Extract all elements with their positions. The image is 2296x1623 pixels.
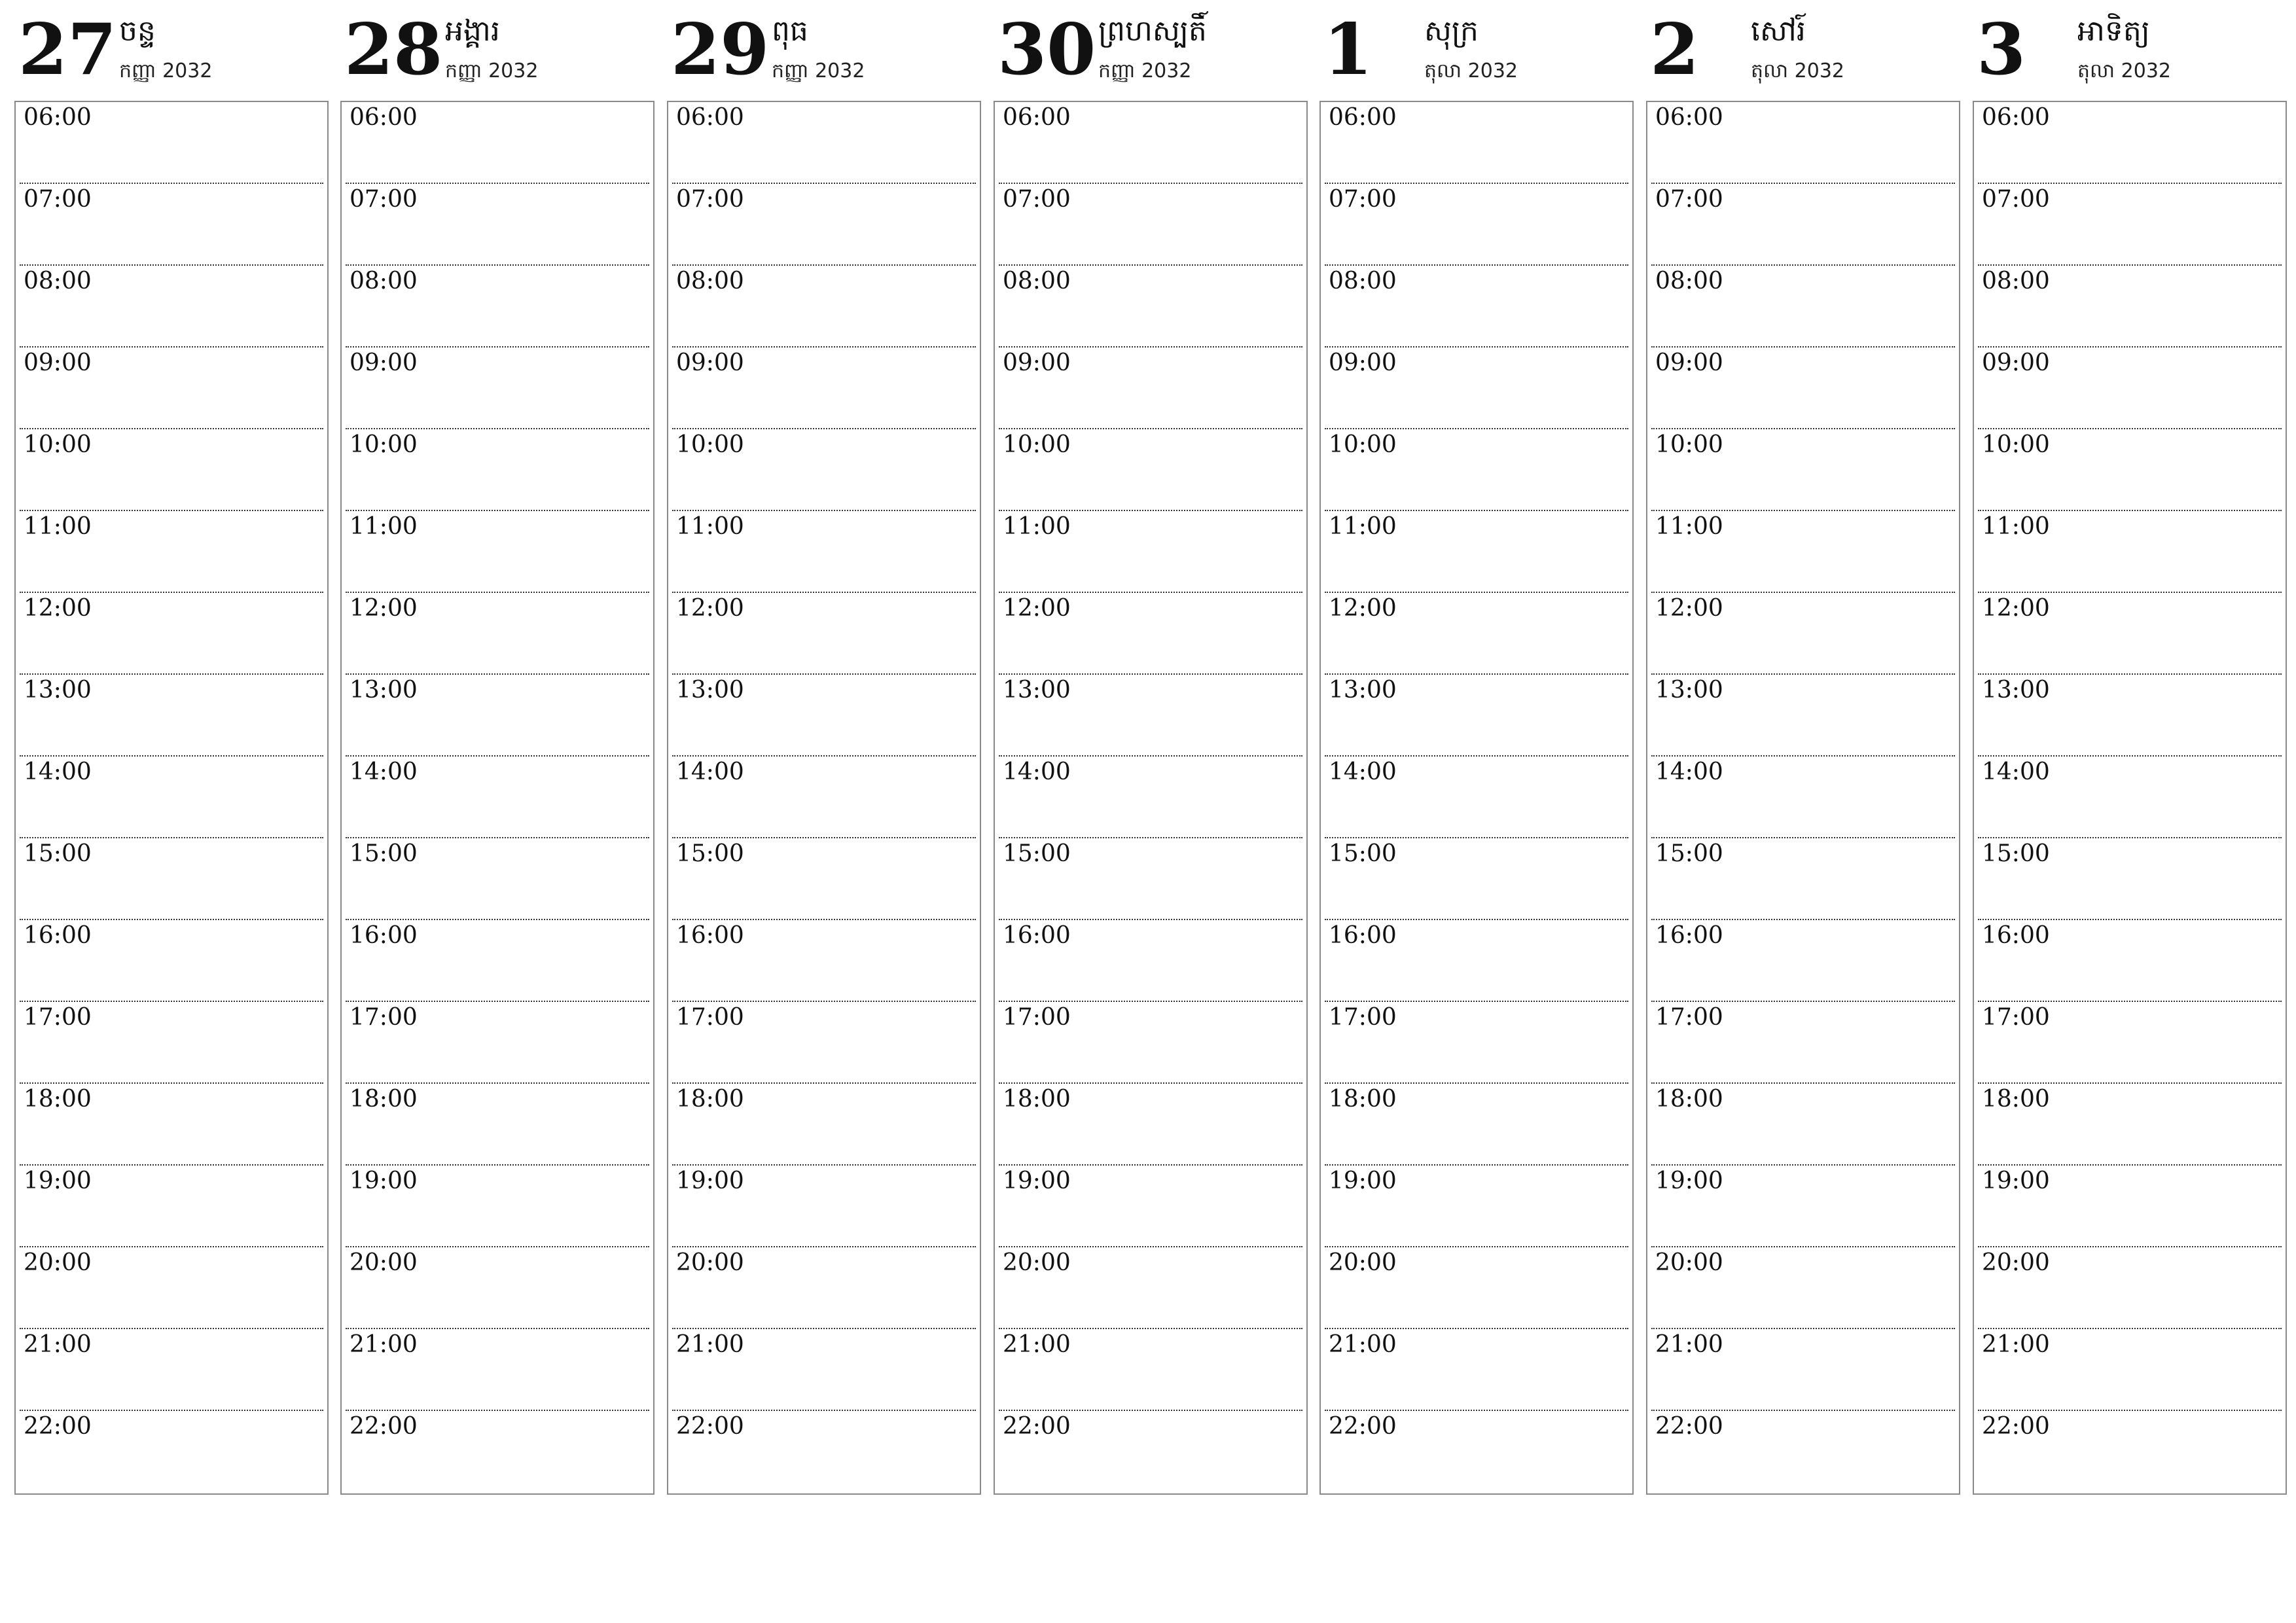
time-slot-label: 17:00 xyxy=(1982,1004,2050,1031)
time-slot-label: 18:00 xyxy=(350,1086,418,1113)
time-slot-label: 12:00 xyxy=(1982,595,2050,622)
time-slot[interactable] xyxy=(346,511,649,593)
time-slot-label: 15:00 xyxy=(676,840,744,867)
time-slot[interactable] xyxy=(1325,1411,1628,1493)
time-slot[interactable] xyxy=(672,102,976,184)
time-slot-label: 20:00 xyxy=(1655,1249,1723,1276)
time-slot-label: 21:00 xyxy=(1329,1331,1397,1358)
time-slot-label: 07:00 xyxy=(350,186,418,213)
day-header xyxy=(14,0,329,101)
time-slot[interactable] xyxy=(346,1002,649,1084)
time-slot[interactable] xyxy=(346,1166,649,1247)
time-slot-label: 10:00 xyxy=(676,431,744,458)
time-slot[interactable] xyxy=(346,838,649,920)
time-slot[interactable] xyxy=(346,675,649,757)
time-slot-label: 13:00 xyxy=(1982,677,2050,704)
time-slot[interactable] xyxy=(20,675,323,757)
time-slot[interactable] xyxy=(1978,757,2282,838)
time-slot[interactable] xyxy=(672,429,976,511)
time-slot[interactable] xyxy=(1978,184,2282,266)
day-number: 29 xyxy=(671,9,770,91)
time-slot[interactable] xyxy=(999,757,1302,838)
time-slot[interactable] xyxy=(20,1247,323,1329)
time-slot[interactable] xyxy=(1325,1247,1628,1329)
day-number: 2 xyxy=(1650,9,1700,91)
day-header xyxy=(667,0,981,101)
time-slot-label: 13:00 xyxy=(676,677,744,704)
time-slot[interactable] xyxy=(672,266,976,348)
time-slot[interactable] xyxy=(672,593,976,675)
time-slot[interactable] xyxy=(346,348,649,429)
day-column xyxy=(1973,0,2287,1440)
time-slot-label: 15:00 xyxy=(24,840,92,867)
time-slot[interactable] xyxy=(20,429,323,511)
time-slot-label: 21:00 xyxy=(1003,1331,1071,1358)
time-slot-label: 14:00 xyxy=(1329,758,1397,785)
time-slot[interactable] xyxy=(999,1411,1302,1493)
time-slot[interactable] xyxy=(1651,429,1955,511)
month-year-label: តុលា 2032 xyxy=(1751,60,1845,82)
day-number: 3 xyxy=(1977,9,2026,91)
time-slot-label: 17:00 xyxy=(1329,1004,1397,1031)
time-slot[interactable] xyxy=(346,184,649,266)
time-slot-label: 15:00 xyxy=(1003,840,1071,867)
time-slot-label: 07:00 xyxy=(1329,186,1397,213)
time-slot-label: 06:00 xyxy=(1003,104,1071,131)
time-slot[interactable] xyxy=(1978,593,2282,675)
weekday-name: សៅរ៍ xyxy=(1751,14,1806,48)
time-slot[interactable] xyxy=(999,511,1302,593)
time-slot-label: 11:00 xyxy=(350,513,418,540)
day-header xyxy=(1973,0,2287,101)
time-slot-label: 10:00 xyxy=(1655,431,1723,458)
time-slot-label: 19:00 xyxy=(350,1168,418,1194)
time-slot-label: 22:00 xyxy=(24,1413,92,1440)
time-slot-label: 07:00 xyxy=(676,186,744,213)
time-slot-label: 12:00 xyxy=(1655,595,1723,622)
time-slot[interactable] xyxy=(1651,511,1955,593)
time-slot-label: 09:00 xyxy=(1655,349,1723,376)
time-slot-label: 14:00 xyxy=(1003,758,1071,785)
time-slot-label: 06:00 xyxy=(1655,104,1723,131)
time-slot-label: 21:00 xyxy=(350,1331,418,1358)
time-slot-label: 13:00 xyxy=(1329,677,1397,704)
time-slot-label: 20:00 xyxy=(1003,1249,1071,1276)
month-year-label: តុលា 2032 xyxy=(2077,60,2172,82)
weekday-name: ព្រហស្បតិ៍ xyxy=(1098,14,1207,48)
time-slot-label: 18:00 xyxy=(1003,1086,1071,1113)
time-slot-label: 18:00 xyxy=(1982,1086,2050,1113)
time-slot-label: 19:00 xyxy=(676,1168,744,1194)
time-slot[interactable] xyxy=(1651,1084,1955,1166)
time-slot[interactable] xyxy=(999,266,1302,348)
time-slot[interactable] xyxy=(1651,266,1955,348)
day-schedule-box xyxy=(14,101,329,1495)
time-slot-label: 08:00 xyxy=(1003,268,1071,294)
time-slot-label: 16:00 xyxy=(1329,922,1397,949)
time-slot-label: 14:00 xyxy=(1982,758,2050,785)
time-slot[interactable] xyxy=(672,511,976,593)
time-slot[interactable] xyxy=(20,593,323,675)
month-year-label: កញ្ញា 2032 xyxy=(119,60,213,82)
weekday-name: សុក្រ xyxy=(1424,14,1479,48)
time-slot[interactable] xyxy=(1978,1329,2282,1411)
time-slot[interactable] xyxy=(1651,1166,1955,1247)
time-slot-label: 19:00 xyxy=(1003,1168,1071,1194)
weekday-name: អាទិត្យ xyxy=(2077,14,2150,48)
time-slot-label: 21:00 xyxy=(676,1331,744,1358)
time-slot-label: 18:00 xyxy=(676,1086,744,1113)
day-number: 27 xyxy=(18,9,117,91)
time-slot[interactable] xyxy=(999,1084,1302,1166)
month-year-label: កញ្ញា 2032 xyxy=(772,60,865,82)
time-slot[interactable] xyxy=(346,1329,649,1411)
time-slot-label: 17:00 xyxy=(1003,1004,1071,1031)
day-header xyxy=(1319,0,1634,101)
day-number: 1 xyxy=(1323,9,1373,91)
time-slot[interactable] xyxy=(1651,1247,1955,1329)
time-slot[interactable] xyxy=(20,920,323,1002)
time-slot-label: 10:00 xyxy=(1982,431,2050,458)
time-slot-label: 09:00 xyxy=(350,349,418,376)
time-slot[interactable] xyxy=(1651,1002,1955,1084)
time-slot[interactable] xyxy=(999,1247,1302,1329)
time-slot[interactable] xyxy=(999,838,1302,920)
day-column xyxy=(340,0,655,1440)
time-slot[interactable] xyxy=(999,348,1302,429)
month-year-label: តុលា 2032 xyxy=(1424,60,1518,82)
time-slot[interactable] xyxy=(1325,429,1628,511)
time-slot[interactable] xyxy=(672,1247,976,1329)
time-slot-label: 12:00 xyxy=(1003,595,1071,622)
time-slot[interactable] xyxy=(1978,675,2282,757)
time-slot-label: 16:00 xyxy=(1982,922,2050,949)
time-slot-label: 22:00 xyxy=(676,1413,744,1440)
day-column xyxy=(1319,0,1634,1440)
day-number: 30 xyxy=(997,9,1096,91)
time-slot-label: 08:00 xyxy=(1982,268,2050,294)
time-slot-label: 22:00 xyxy=(1655,1413,1723,1440)
time-slot-label: 07:00 xyxy=(1982,186,2050,213)
weekday-name: អង្គារ xyxy=(445,14,500,48)
time-slot[interactable] xyxy=(1651,1329,1955,1411)
time-slot-label: 15:00 xyxy=(1329,840,1397,867)
time-slot[interactable] xyxy=(1325,1166,1628,1247)
time-slot-label: 20:00 xyxy=(676,1249,744,1276)
time-slot-label: 20:00 xyxy=(1329,1249,1397,1276)
time-slot-label: 16:00 xyxy=(1003,922,1071,949)
time-slot-label: 19:00 xyxy=(1655,1168,1723,1194)
time-slot[interactable] xyxy=(999,1166,1302,1247)
day-schedule-box xyxy=(1319,101,1634,1495)
time-slot[interactable] xyxy=(1651,757,1955,838)
time-slot[interactable] xyxy=(20,511,323,593)
time-slot-label: 13:00 xyxy=(1655,677,1723,704)
weekday-name: ពុធ xyxy=(772,14,808,48)
time-slot[interactable] xyxy=(346,1411,649,1493)
time-slot-label: 22:00 xyxy=(350,1413,418,1440)
time-slot[interactable] xyxy=(346,266,649,348)
time-slot-label: 09:00 xyxy=(1329,349,1397,376)
time-slot[interactable] xyxy=(1978,102,2282,184)
time-slot[interactable] xyxy=(20,1329,323,1411)
time-slot[interactable] xyxy=(1651,675,1955,757)
time-slot[interactable] xyxy=(999,184,1302,266)
time-slot-label: 22:00 xyxy=(1003,1413,1071,1440)
time-slot[interactable] xyxy=(1325,1329,1628,1411)
time-slot[interactable] xyxy=(1325,920,1628,1002)
time-slot-label: 12:00 xyxy=(24,595,92,622)
time-slot[interactable] xyxy=(999,1329,1302,1411)
time-slot[interactable] xyxy=(672,1329,976,1411)
time-slot-label: 16:00 xyxy=(1655,922,1723,949)
time-slot[interactable] xyxy=(20,1166,323,1247)
time-slot-label: 11:00 xyxy=(1003,513,1071,540)
day-schedule-box xyxy=(667,101,981,1495)
time-slot-label: 18:00 xyxy=(24,1086,92,1113)
time-slot[interactable] xyxy=(1978,1084,2282,1166)
time-slot[interactable] xyxy=(20,838,323,920)
time-slot[interactable] xyxy=(20,102,323,184)
time-slot[interactable] xyxy=(672,1002,976,1084)
time-slot-label: 06:00 xyxy=(1982,104,2050,131)
time-slot[interactable] xyxy=(672,1411,976,1493)
time-slot-label: 10:00 xyxy=(1329,431,1397,458)
time-slot[interactable] xyxy=(1325,348,1628,429)
time-slot-label: 19:00 xyxy=(24,1168,92,1194)
time-slot-label: 15:00 xyxy=(1655,840,1723,867)
time-slot[interactable] xyxy=(999,429,1302,511)
day-number: 28 xyxy=(344,9,443,91)
time-slot[interactable] xyxy=(1325,757,1628,838)
time-slot[interactable] xyxy=(20,348,323,429)
time-slot[interactable] xyxy=(999,102,1302,184)
time-slot[interactable] xyxy=(1978,266,2282,348)
time-slot-label: 17:00 xyxy=(350,1004,418,1031)
time-slot-label: 10:00 xyxy=(1003,431,1071,458)
time-slot[interactable] xyxy=(1325,102,1628,184)
time-slot-label: 06:00 xyxy=(676,104,744,131)
time-slot[interactable] xyxy=(1325,675,1628,757)
day-column xyxy=(994,0,1308,1440)
time-slot-label: 12:00 xyxy=(350,595,418,622)
time-slot[interactable] xyxy=(1651,348,1955,429)
time-slot[interactable] xyxy=(346,920,649,1002)
time-slot-label: 21:00 xyxy=(24,1331,92,1358)
time-slot-label: 21:00 xyxy=(1655,1331,1723,1358)
time-slot[interactable] xyxy=(1651,593,1955,675)
time-slot-label: 19:00 xyxy=(1329,1168,1397,1194)
time-slot-label: 10:00 xyxy=(350,431,418,458)
time-slot-label: 07:00 xyxy=(1655,186,1723,213)
time-slot-label: 14:00 xyxy=(24,758,92,785)
time-slot[interactable] xyxy=(1978,920,2282,1002)
time-slot[interactable] xyxy=(20,1084,323,1166)
time-slot[interactable] xyxy=(1325,838,1628,920)
time-slot[interactable] xyxy=(672,184,976,266)
time-slot-label: 21:00 xyxy=(1982,1331,2050,1358)
time-slot-label: 13:00 xyxy=(350,677,418,704)
time-slot-label: 06:00 xyxy=(350,104,418,131)
time-slot[interactable] xyxy=(1651,102,1955,184)
time-slot-label: 08:00 xyxy=(24,268,92,294)
day-header xyxy=(1646,0,1960,101)
time-slot[interactable] xyxy=(1978,1247,2282,1329)
day-schedule-box xyxy=(994,101,1308,1495)
time-slot-label: 18:00 xyxy=(1329,1086,1397,1113)
time-slot[interactable] xyxy=(1978,1002,2282,1084)
weekday-name: ចន្ទ xyxy=(119,14,156,48)
time-slot[interactable] xyxy=(1325,511,1628,593)
time-slot[interactable] xyxy=(346,1084,649,1166)
time-slot[interactable] xyxy=(1651,1411,1955,1493)
time-slot-label: 11:00 xyxy=(24,513,92,540)
day-header xyxy=(340,0,655,101)
time-slot[interactable] xyxy=(1325,593,1628,675)
time-slot-label: 15:00 xyxy=(350,840,418,867)
time-slot-label: 13:00 xyxy=(1003,677,1071,704)
time-slot-label: 07:00 xyxy=(1003,186,1071,213)
time-slot[interactable] xyxy=(999,920,1302,1002)
time-slot-label: 16:00 xyxy=(350,922,418,949)
time-slot-label: 20:00 xyxy=(350,1249,418,1276)
time-slot-label: 14:00 xyxy=(676,758,744,785)
day-schedule-box xyxy=(1646,101,1960,1495)
time-slot-label: 09:00 xyxy=(24,349,92,376)
time-slot-label: 07:00 xyxy=(24,186,92,213)
time-slot-label: 11:00 xyxy=(1329,513,1397,540)
time-slot-label: 22:00 xyxy=(1329,1413,1397,1440)
time-slot[interactable] xyxy=(1651,184,1955,266)
time-slot[interactable] xyxy=(1978,838,2282,920)
time-slot[interactable] xyxy=(1978,1411,2282,1493)
time-slot[interactable] xyxy=(1325,1002,1628,1084)
time-slot-label: 19:00 xyxy=(1982,1168,2050,1194)
time-slot[interactable] xyxy=(672,757,976,838)
time-slot-label: 06:00 xyxy=(24,104,92,131)
time-slot[interactable] xyxy=(1325,266,1628,348)
time-slot[interactable] xyxy=(672,348,976,429)
time-slot-label: 18:00 xyxy=(1655,1086,1723,1113)
time-slot[interactable] xyxy=(1978,1166,2282,1247)
time-slot-label: 09:00 xyxy=(1982,349,2050,376)
time-slot[interactable] xyxy=(20,184,323,266)
time-slot-label: 11:00 xyxy=(1982,513,2050,540)
time-slot-label: 08:00 xyxy=(350,268,418,294)
time-slot[interactable] xyxy=(346,593,649,675)
time-slot[interactable] xyxy=(672,675,976,757)
time-slot-label: 12:00 xyxy=(676,595,744,622)
time-slot-label: 11:00 xyxy=(676,513,744,540)
day-schedule-box xyxy=(1973,101,2287,1495)
time-slot[interactable] xyxy=(672,1084,976,1166)
time-slot[interactable] xyxy=(1978,348,2282,429)
time-slot[interactable] xyxy=(346,102,649,184)
time-slot-label: 14:00 xyxy=(350,758,418,785)
time-slot[interactable] xyxy=(1978,511,2282,593)
time-slot-label: 08:00 xyxy=(676,268,744,294)
time-slot-label: 09:00 xyxy=(676,349,744,376)
time-slot[interactable] xyxy=(1325,1084,1628,1166)
time-slot[interactable] xyxy=(672,838,976,920)
time-slot-label: 17:00 xyxy=(676,1004,744,1031)
time-slot[interactable] xyxy=(999,593,1302,675)
time-slot[interactable] xyxy=(1978,429,2282,511)
time-slot[interactable] xyxy=(672,1166,976,1247)
month-year-label: កញ្ញា 2032 xyxy=(1098,60,1192,82)
time-slot[interactable] xyxy=(1651,838,1955,920)
time-slot-label: 12:00 xyxy=(1329,595,1397,622)
time-slot-label: 17:00 xyxy=(24,1004,92,1031)
time-slot-label: 08:00 xyxy=(1329,268,1397,294)
time-slot-label: 17:00 xyxy=(1655,1004,1723,1031)
time-slot[interactable] xyxy=(20,266,323,348)
time-slot-label: 13:00 xyxy=(24,677,92,704)
day-schedule-box xyxy=(340,101,655,1495)
time-slot-label: 08:00 xyxy=(1655,268,1723,294)
time-slot[interactable] xyxy=(20,757,323,838)
day-column xyxy=(14,0,329,1440)
time-slot[interactable] xyxy=(1325,184,1628,266)
day-column xyxy=(1646,0,1960,1440)
time-slot-label: 22:00 xyxy=(1982,1413,2050,1440)
time-slot-label: 09:00 xyxy=(1003,349,1071,376)
time-slot[interactable] xyxy=(672,920,976,1002)
time-slot[interactable] xyxy=(1651,920,1955,1002)
day-column xyxy=(667,0,981,1440)
time-slot[interactable] xyxy=(346,757,649,838)
time-slot-label: 16:00 xyxy=(24,922,92,949)
time-slot-label: 14:00 xyxy=(1655,758,1723,785)
time-slot[interactable] xyxy=(346,429,649,511)
time-slot[interactable] xyxy=(999,675,1302,757)
time-slot-label: 16:00 xyxy=(676,922,744,949)
day-header xyxy=(994,0,1308,101)
time-slot[interactable] xyxy=(346,1247,649,1329)
time-slot[interactable] xyxy=(20,1411,323,1493)
time-slot[interactable] xyxy=(20,1002,323,1084)
time-slot-label: 20:00 xyxy=(24,1249,92,1276)
time-slot-label: 10:00 xyxy=(24,431,92,458)
time-slot-label: 20:00 xyxy=(1982,1249,2050,1276)
month-year-label: កញ្ញា 2032 xyxy=(445,60,539,82)
time-slot-label: 06:00 xyxy=(1329,104,1397,131)
time-slot-label: 15:00 xyxy=(1982,840,2050,867)
time-slot-label: 11:00 xyxy=(1655,513,1723,540)
time-slot[interactable] xyxy=(999,1002,1302,1084)
